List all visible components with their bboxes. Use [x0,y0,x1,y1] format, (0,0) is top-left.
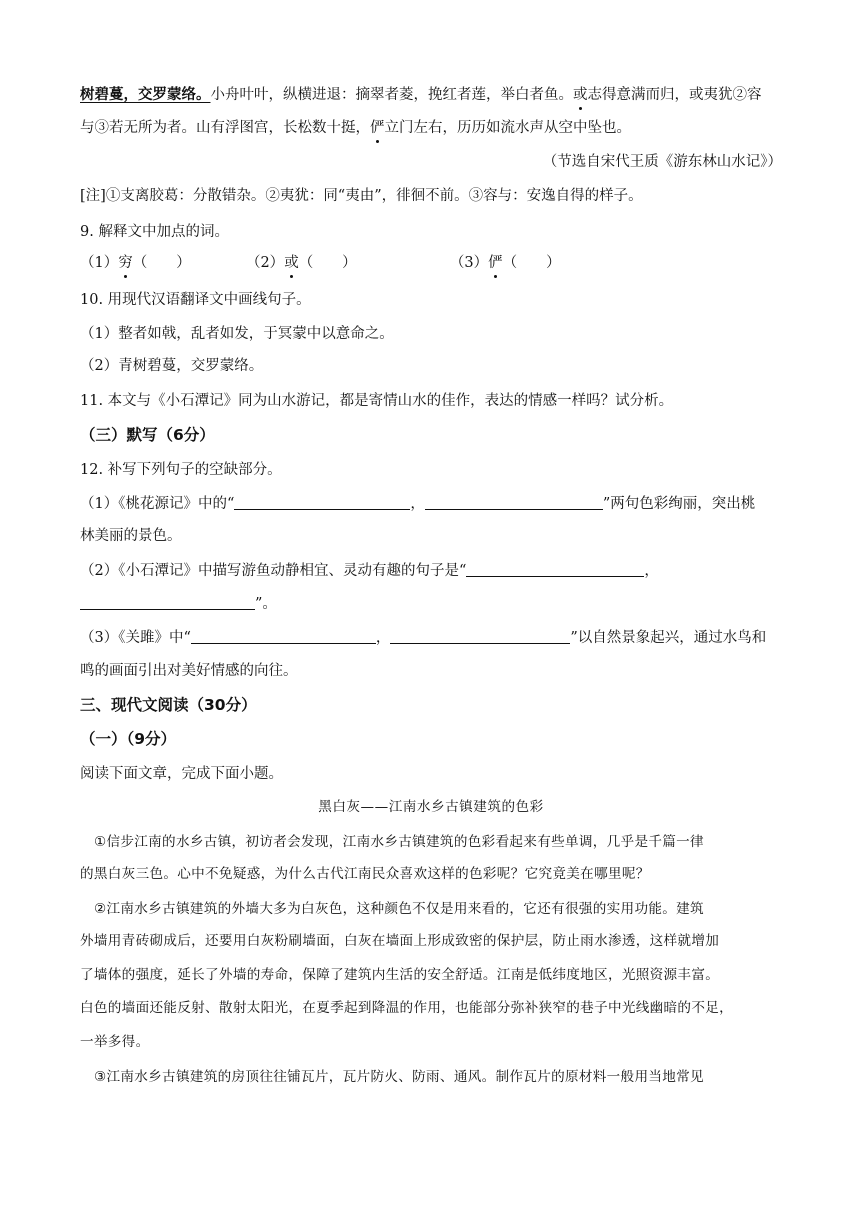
q10-stem: 10. 用现代汉语翻译文中画线句子。 [80,292,311,308]
passage-line-1: 树碧蔓，交罗蒙络。小舟叶叶，纵横进退：摘翠者菱，挽红者莲，举白者鱼。或志得意满而归，或夷犹②容 [80,86,762,103]
q12-blank-1b[interactable] [425,494,603,510]
part3-subtitle: （一）（9分） [80,730,177,748]
article-p2-l2: 外墙用青砖砌成后，还要用白灰粉刷墙面，白灰在墙面上形成致密的保护层，防止雨水渗透，这样就增加 [80,933,720,949]
q9-char-3: 俨 [488,255,503,271]
article-p2-l5: 一举多得。 [80,1034,150,1050]
q12-blank-1a[interactable] [234,494,410,510]
q12-blank-3b[interactable] [390,628,570,644]
article-p1-l1: ①信步江南的水乡古镇，初访者会发现，江南水乡古镇建筑的色彩看起来有些单调，几乎是千篇一律 [94,834,704,850]
q12-item-3-cont: 鸣的画面引出对美好情感的向往。 [80,663,298,679]
passage-line-2: 与③若无所为者。山有浮图宫，长松数十挺，俨立门左右，历历如流水声从空中坠也。 [80,120,631,136]
part3-title: 三、现代文阅读（30分） [80,696,257,714]
q10-item-1: （1）整者如戟，乱者如发，于冥蒙中以意命之。 [80,326,394,342]
q9-blank-1[interactable]: （ ） [132,255,191,271]
q9-char-2: 或 [284,255,299,271]
q12-item-1-cont: 林美丽的景色。 [80,528,182,544]
q12-blank-2b[interactable] [80,594,255,610]
q12-item-1: （1）《桃花源记》中的“ ， ”两句色彩绚丽，突出桃 [80,496,756,512]
dotted-char-yan: 俨 [370,120,385,136]
article-p2-l4: 白色的墙面还能反射、散射太阳光，在夏季起到降温的作用，也能部分弥补狭窄的巷子中光线幽暗的不足， [80,1000,734,1016]
q12-blank-3a[interactable] [191,628,376,644]
q9-char-1: 穷 [118,255,133,271]
passage-source: （节选自宋代王质《游东林山水记》） [542,154,782,170]
article-p1-l2: 的黑白灰三色。心中不免疑惑，为什么古代江南民众喜欢这样的色彩呢？它究竟美在哪里呢？ [80,866,650,882]
dotted-char-huo: 或 [573,87,588,103]
part3-intro: 阅读下面文章，完成下面小题。 [80,766,283,782]
q12-item-3: （3）《关雎》中“ ， ”以自然景象起兴，通过水鸟和 [80,630,767,646]
underlined-sentence: 树碧蔓，交罗蒙络。 [80,86,211,103]
q10-item-2: （2）青树碧蔓，交罗蒙络。 [80,358,264,374]
article-p2-l1: ②江南水乡古镇建筑的外墙大多为白灰色，这种颜色不仅是用来看的，它还有很强的实用功能。建筑 [94,901,704,917]
q9-blank-3[interactable]: （ ） [502,255,561,271]
section-dictation-title: （三）默写（6分） [80,426,215,444]
q12-item-2: （2）《小石潭记》中描写游鱼动静相宜、灵动有趣的句子是“ ， [80,563,659,579]
q11-stem: 11. 本文与《小石潭记》同为山水游记，都是寄情山水的佳作，表达的情感一样吗？试分析。 [80,393,674,409]
q12-item-2-cont: ”。 [80,594,782,614]
q12-stem: 12. 补写下列句子的空缺部分。 [80,462,282,478]
article-title: 黑白灰——江南水乡古镇建筑的色彩 [318,799,544,815]
passage-note: [注]①支离胶葛：分散错杂。②夷犹：同“夷由”，徘徊不前。③容与：安逸自得的样子。 [80,188,643,204]
article-p3-l1: ③江南水乡古镇建筑的房顶往往铺瓦片，瓦片防火、防雨、通风。制作瓦片的原材料一般用当地常见 [94,1069,704,1085]
q9-stem: 9. 解释文中加点的词。 [80,224,229,240]
q12-blank-2a[interactable] [466,561,644,577]
q9-items: （1）穷（ ） （2）或（ ） （3）俨（ ） [80,255,561,271]
q9-blank-2[interactable]: （ ） [298,255,357,271]
article-p2-l3: 了墙体的强度，延长了外墙的寿命，保障了建筑内生活的安全舒适。江南是低纬度地区，光照资源丰富。 [80,967,720,983]
